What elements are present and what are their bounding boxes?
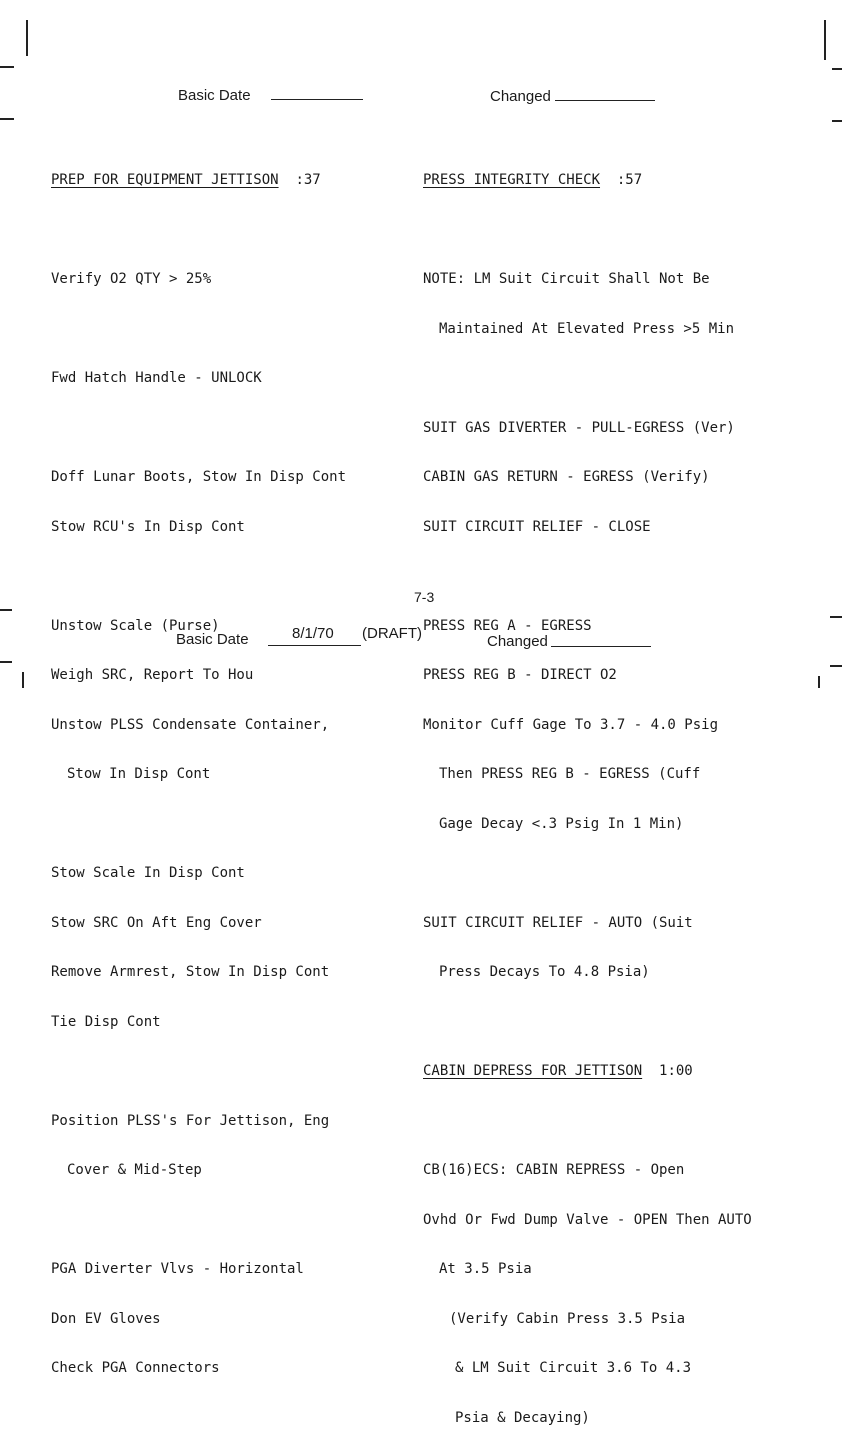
procedure-line: SUIT CIRCUIT RELIEF - AUTO (Suit [423,914,693,931]
procedure-line: Unstow Scale (Purse) [51,617,220,634]
margin-mark-left-bottom [22,672,24,688]
procedure-line: Stow SRC On Aft Eng Cover [51,914,262,931]
procedure-line: (Verify Cabin Press 3.5 Psia [449,1310,686,1327]
procedure-line: SUIT GAS DIVERTER - PULL-EGRESS (Ver) [423,419,735,436]
footer-draft-note: (DRAFT) [362,625,422,642]
footer-changed-label: Changed [487,633,548,650]
margin-mark-left-tick-4 [0,661,12,663]
procedure-line: Cover & Mid-Step [67,1162,202,1178]
procedure-line: Weigh SRC, Report To Hou [51,667,254,683]
footer-basic-date-label: Basic Date [176,631,249,648]
procedure-line: Position PLSS's For Jettison, Eng [51,1112,330,1129]
left-column [51,139,391,1393]
right-section-heading [423,172,833,189]
procedure-line: & LM Suit Circuit 3.6 To 4.3 [455,1360,692,1376]
procedure-note: NOTE: LM Suit Circuit Shall Not Be [423,271,710,287]
footer-changed-blank [551,646,651,647]
right-section-title: PRESS INTEGRITY CHECK [423,172,601,188]
header-basic-date-label: Basic Date [178,87,251,104]
right-section2-heading [423,1063,833,1080]
procedure-line: Check PGA Connectors [51,1360,220,1376]
procedure-line: Fwd Hatch Handle - UNLOCK [51,370,262,386]
right-section2-title: CABIN DEPRESS FOR JETTISON [423,1063,643,1079]
left-section-time: :37 [295,172,321,188]
procedure-line: Tie Disp Cont [51,1013,161,1030]
footer-basic-date-blank [268,645,361,646]
margin-mark-left-tick-1 [0,66,14,68]
left-section-title: PREP FOR EQUIPMENT JETTISON [51,172,279,188]
header-changed-label: Changed [490,88,551,105]
procedure-line: Ovhd Or Fwd Dump Valve - OPEN Then AUTO [423,1211,752,1228]
procedure-line: PRESS REG A - EGRESS [423,617,592,634]
procedure-line: PRESS REG B - DIRECT O2 [423,667,617,683]
procedure-line: Stow Scale In Disp Cont [51,865,245,881]
procedure-line: Then PRESS REG B - EGRESS (Cuff [439,766,701,782]
footer-basic-date-value: 8/1/70 [292,625,334,642]
margin-mark-left-tick-2 [0,118,14,120]
procedure-line: PGA Diverter Vlvs - Horizontal [51,1261,304,1277]
procedure-line: Remove Armrest, Stow In Disp Cont [51,964,330,980]
right-column [423,139,833,1443]
left-section-heading [51,172,391,189]
right-section2-time: 1:00 [659,1063,693,1079]
procedure-line: CABIN GAS RETURN - EGRESS (Verify) [423,469,710,485]
right-section-time: :57 [616,172,643,188]
procedure-line: Don EV Gloves [51,1310,161,1327]
procedure-line: CB(16)ECS: CABIN REPRESS - Open [423,1162,685,1178]
procedure-line: Psia & Decaying) [455,1409,590,1426]
procedure-line: Gage Decay <.3 Psig In 1 Min) [439,815,684,832]
procedure-line: Monitor Cuff Gage To 3.7 - 4.0 Psig [423,716,719,733]
header-basic-date-blank [271,99,363,100]
header-changed-blank [555,100,655,101]
procedure-line: Doff Lunar Boots, Stow In Disp Cont [51,469,347,485]
procedure-line: Stow In Disp Cont [67,766,211,782]
procedure-note: Maintained At Elevated Press >5 Min [439,320,735,337]
margin-mark-left-top [26,20,28,56]
procedure-line: Stow RCU's In Disp Cont [51,518,245,535]
procedure-line: At 3.5 Psia [439,1261,532,1277]
procedure-line: Unstow PLSS Condensate Container, [51,716,330,733]
margin-mark-left-tick-3 [0,609,12,611]
margin-mark-right-top [824,20,826,60]
procedure-line: SUIT CIRCUIT RELIEF - CLOSE [423,518,651,535]
procedure-line: Verify O2 QTY > 25% [51,271,212,287]
procedure-line: Press Decays To 4.8 Psia) [439,964,650,980]
margin-mark-right-tick-2 [832,120,842,122]
margin-mark-right-tick-1 [832,68,842,70]
page-number: 7-3 [414,589,435,605]
